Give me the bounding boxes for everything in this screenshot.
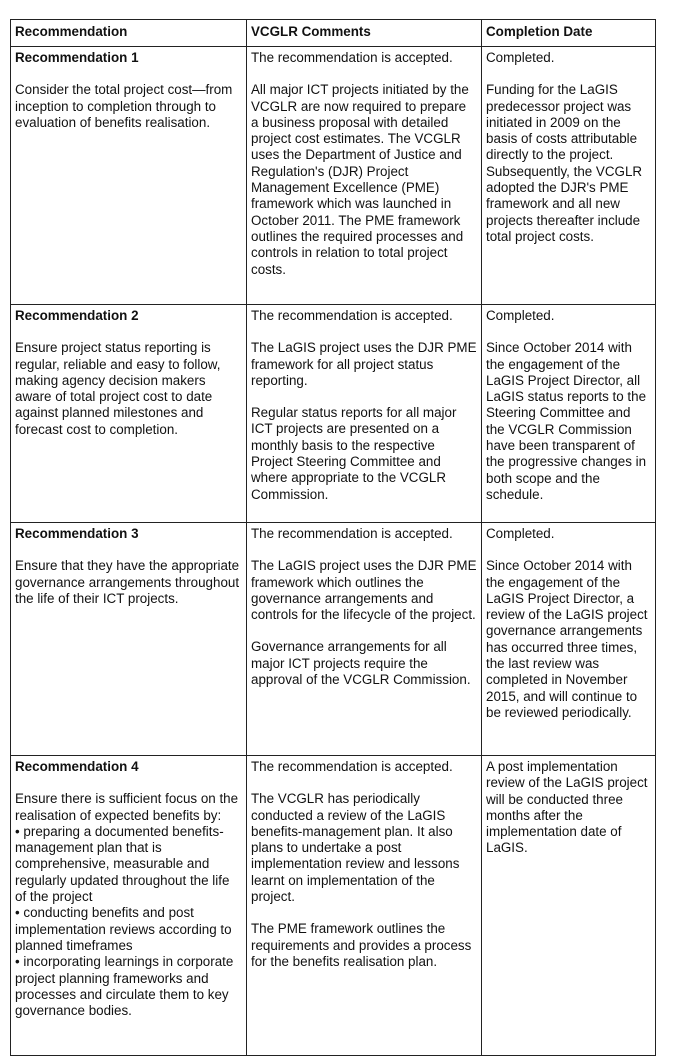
comment-paragraph: Regular status reports for all major ICT projects are presented on a monthly basis to the respective Project Steering Committee and where appropriate to the VCGLR Commission. (251, 405, 457, 502)
recommendation-text: Consider the total project cost—from inception to completion through to evaluation of benefits realisation. (15, 82, 233, 130)
recommendation-cell (11, 305, 247, 523)
comment-paragraph: The recommendation is accepted. (251, 308, 453, 323)
recommendation-bullet: • incorporating learnings in corporate project planning frameworks and processes and circulate them to key governance bodies. (15, 954, 234, 1019)
recommendation-title: Recommendation 3 (15, 526, 139, 541)
recommendation-bullet: • conducting benefits and post implementation reviews according to planned timeframes (15, 905, 232, 953)
header-recommendation: Recommendation (11, 20, 247, 47)
comments-cell (247, 523, 482, 756)
completion-cell (482, 756, 656, 1056)
comment-paragraph: The LaGIS project uses the DJR PME framework for all project status reporting. (251, 340, 477, 388)
completion-cell (482, 47, 656, 305)
completion-paragraph: Completed. (486, 526, 555, 541)
recommendations-table (10, 19, 656, 1056)
comment-paragraph: All major ICT projects initiated by the VCGLR are now required to prepare a business proposal with detailed project cost estimates. The VCGLR uses the Department of Justice and Regulation's (DJR) Project Management Excellence (PME) framework which was launched in October 2011. The PME framework outlines the required processes and controls in relation to total project costs. (251, 82, 469, 277)
comment-paragraph: The VCGLR has periodically conducted a review of the LaGIS benefits-management plan. It also plans to undertake a post implementation review and lessons learnt on implementation of the project. (251, 791, 460, 905)
comment-paragraph: The LaGIS project uses the DJR PME framework which outlines the governance arrangements and controls for the lifecycle of the project. (251, 558, 477, 623)
comment-paragraph: The PME framework outlines the requirements and provides a process for the benefits realisation plan. (251, 921, 472, 969)
table-row (11, 47, 656, 305)
recommendation-title: Recommendation 4 (15, 759, 139, 774)
table-row (11, 305, 656, 523)
completion-cell (482, 523, 656, 756)
recommendation-bullet: • preparing a documented benefits-management plan that is comprehensive, measurable and regularly updated throughout the life of the project (15, 823, 230, 905)
completion-paragraph: A post implementation review of the LaGIS project will be conducted three months after the implementation date of LaGIS. (486, 759, 648, 856)
header-vcglr-comments: VCGLR Comments (247, 20, 482, 47)
recommendation-title: Recommendation 2 (15, 308, 139, 323)
recommendation-cell (11, 47, 247, 305)
comment-paragraph: The recommendation is accepted. (251, 50, 453, 65)
recommendation-text: Ensure project status reporting is regular, reliable and easy to follow, making agency decision makers aware of total project cost to date against planned milestones and forecast cost to completion. (15, 340, 221, 437)
recommendation-cell (11, 756, 247, 1056)
recommendation-cell (11, 523, 247, 756)
completion-paragraph: Since October 2014 with the engagement of the LaGIS Project Director, all LaGIS status reports to the Steering Committee and the VCGLR Commission have been transparent of the progressive changes in both scope and the schedule. (486, 340, 647, 502)
recommendation-text: Ensure that they have the appropriate governance arrangements throughout the life of their ICT projects. (15, 558, 240, 606)
comments-cell (247, 47, 482, 305)
comment-paragraph: Governance arrangements for all major ICT projects require the approval of the VCGLR Commission. (251, 639, 471, 688)
completion-cell (482, 305, 656, 523)
completion-paragraph: Completed. (486, 50, 555, 65)
completion-paragraph: Since October 2014 with the engagement of the LaGIS Project Director, a review of the LaGIS project governance arrangements has occurred three times, the last review was completed in November 2015, and will continue to be reviewed periodically. (486, 558, 648, 720)
table-header-row (11, 20, 656, 47)
header-completion-date: Completion Date (482, 20, 656, 47)
completion-paragraph: Funding for the LaGIS predecessor project was initiated in 2009 on the basis of costs attributable directly to the project. Subsequently, the VCGLR adopted the DJR's PME framework and all new projects thereafter include total project costs. (486, 82, 643, 244)
recommendation-title: Recommendation 1 (15, 50, 139, 65)
comments-cell (247, 756, 482, 1056)
table-row (11, 523, 656, 756)
comment-paragraph: The recommendation is accepted. (251, 526, 453, 541)
comments-cell (247, 305, 482, 523)
comment-paragraph: The recommendation is accepted. (251, 759, 453, 774)
recommendation-text: Ensure there is sufficient focus on the realisation of expected benefits by: (15, 791, 239, 823)
completion-paragraph: Completed. (486, 308, 555, 323)
table-row (11, 756, 656, 1056)
